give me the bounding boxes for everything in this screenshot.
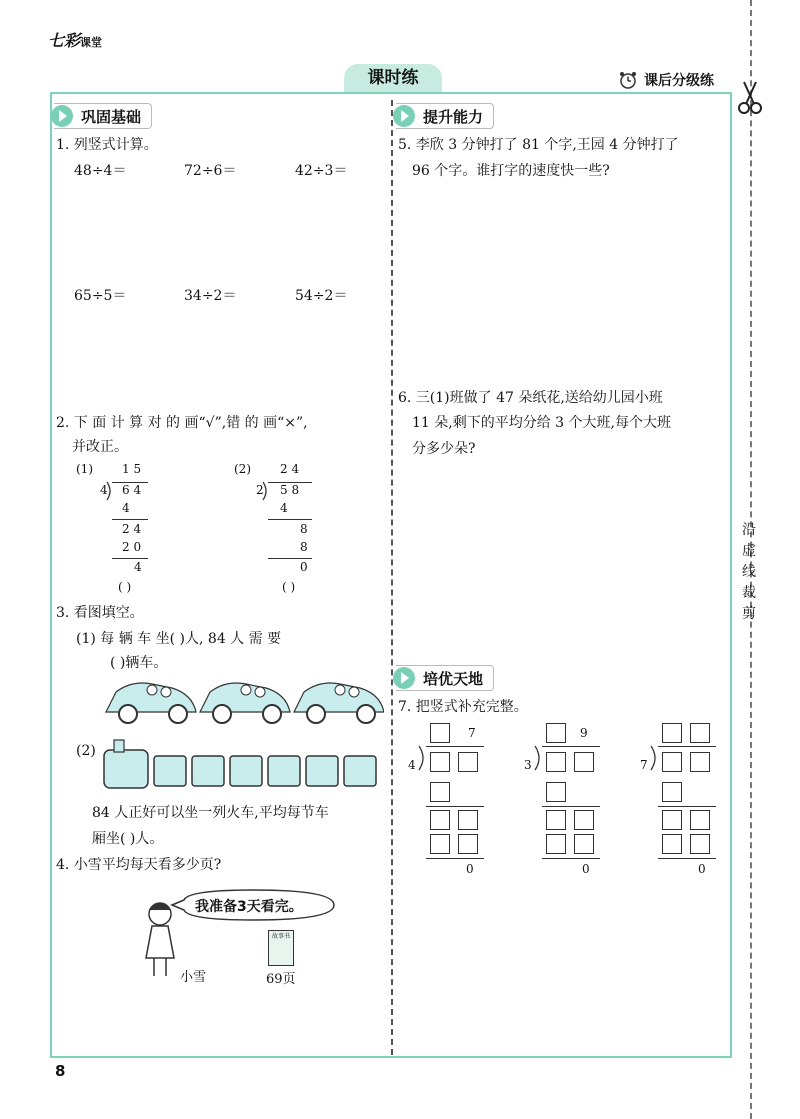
question-2-line1: 2. 下 面 计 算 对 的 画“√”,错 的 画“×”, bbox=[56, 415, 308, 431]
q1-item-4: 65÷5＝ bbox=[74, 288, 127, 304]
question-1-label: 1. 列竖式计算。 bbox=[56, 137, 158, 153]
car-1 bbox=[106, 683, 196, 723]
section-title-excellence: 培优天地 bbox=[396, 665, 494, 691]
train-illustration bbox=[100, 738, 378, 794]
q1-item-2: 72÷6＝ bbox=[184, 163, 237, 179]
question-5-line1: 5. 李欣 3 分钟打了 81 个字,王园 4 分钟打了 bbox=[398, 137, 679, 153]
q1-item-3: 42÷3＝ bbox=[295, 163, 348, 179]
girl-xiaoxue-figure bbox=[140, 896, 180, 980]
question-6-line3: 分多少朵? bbox=[412, 441, 476, 457]
question-7-label: 7. 把竖式补充完整。 bbox=[398, 699, 528, 715]
section-title-basic: 巩固基础 bbox=[54, 103, 152, 129]
play-bullet-icon bbox=[51, 105, 73, 127]
girl-name: 小雪 bbox=[180, 970, 207, 985]
q3-part2-label: (2) bbox=[76, 743, 96, 759]
play-bullet-icon bbox=[393, 667, 415, 689]
q2-division-2: (2) 2 4 2 5 8 4 8 8 0 ( ) bbox=[230, 462, 360, 592]
q3-part2-line1: 84 人正好可以坐一列火车,平均每节车 bbox=[92, 805, 329, 821]
car-2 bbox=[200, 683, 290, 723]
book-icon: 故事书 bbox=[268, 930, 294, 966]
play-bullet-icon bbox=[393, 105, 415, 127]
q2-answer-2[interactable]: ( ) bbox=[282, 580, 296, 594]
q1-item-1: 48÷4＝ bbox=[74, 163, 127, 179]
alarm-clock-icon bbox=[618, 70, 638, 90]
page-number: 8 bbox=[55, 1062, 66, 1080]
q2-answer-1[interactable]: ( ) bbox=[118, 580, 132, 594]
q1-item-6: 54÷2＝ bbox=[295, 288, 348, 304]
book-pages: 69页 bbox=[266, 972, 296, 987]
q7-problem-3: 7 0 bbox=[636, 720, 726, 880]
question-6-line2: 11 朵,剩下的平均分给 3 个大班,每个大班 bbox=[412, 415, 671, 431]
q3-part1-line2: ( )辆车。 bbox=[110, 655, 168, 671]
q7-problem-2: 9 3 0 bbox=[520, 720, 610, 880]
q3-part2-line2: 厢坐( )人。 bbox=[92, 831, 164, 847]
q1-item-5: 34÷2＝ bbox=[184, 288, 237, 304]
scissors-icon bbox=[736, 80, 764, 116]
question-2-line2: 并改正。 bbox=[72, 439, 128, 455]
column-divider bbox=[391, 100, 393, 1055]
section-title-improve: 提升能力 bbox=[396, 103, 494, 129]
q7-problem-1: 7 4 0 bbox=[404, 720, 494, 880]
brand-logo: 七彩课堂 bbox=[48, 31, 103, 50]
q2-division-1: (1) 1 5 4 6 4 4 2 4 2 0 4 ( ) bbox=[70, 462, 200, 592]
question-5-line2: 96 个字。谁打字的速度快一些? bbox=[412, 163, 610, 179]
car-3 bbox=[294, 683, 384, 723]
question-4-label: 4. 小雪平均每天看多少页? bbox=[56, 857, 222, 873]
q3-part1-line1: (1) 每 辆 车 坐( )人, 84 人 需 要 bbox=[76, 631, 282, 647]
speech-text: 我准备3天看完。 bbox=[195, 899, 303, 915]
cars-illustration bbox=[102, 674, 384, 730]
question-6-line1: 6. 三(1)班做了 47 朵纸花,送给幼儿园小班 bbox=[398, 390, 663, 406]
cut-instruction: 沿虚线裁剪 bbox=[742, 522, 756, 622]
level-label: 课后分级练 bbox=[618, 70, 714, 90]
question-3-label: 3. 看图填空。 bbox=[56, 605, 144, 621]
page-title: 课时练 bbox=[344, 64, 442, 92]
